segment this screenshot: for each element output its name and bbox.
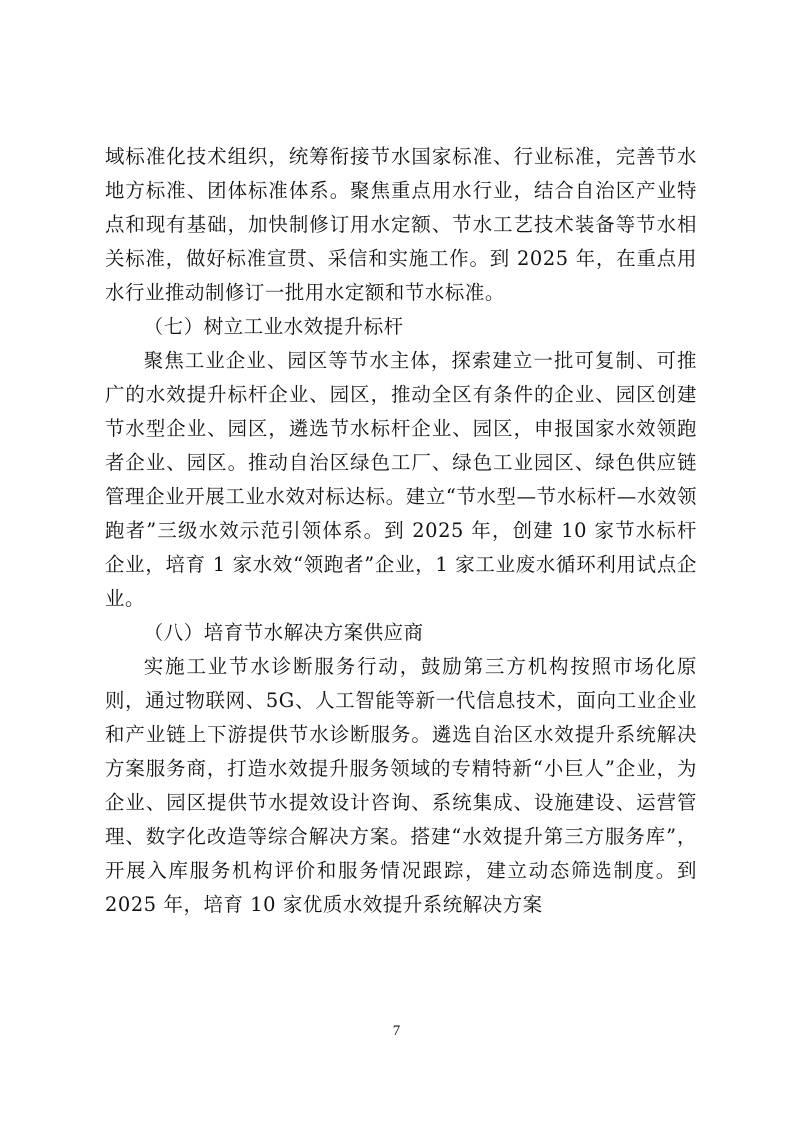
paragraph-section-7: 聚焦工业企业、园区等节水主体，探索建立一批可复制、可推广的水效提升标杆企业、园区，推动全区有条件的企业、园区创建节水型企业、园区，遴选节水标杆企业、园区，申报国家水效领跑者企业、园区。推动自治区绿色工厂、绿色工业园区、绿色供应链管理企业开展工业水效对标达标。建立“节水型—节水标杆—水效领跑者”三级水效示范引领体系。到 2025 年，创建 10 家节水标杆企业，培育 1 家水效“领跑者”企业，1 家工业废水循环利用试点企业。 <box>105 349 697 610</box>
body-text <box>105 140 697 922</box>
section-heading-8: （八）培育节水解决方案供应商 <box>143 621 424 644</box>
paragraph-continued: 域标准化技术组织，统筹衔接节水国家标准、行业标准，完善节水地方标准、团体标准体系。聚焦重点用水行业，结合自治区产业特点和现有基础，加快制修订用水定额、节水工艺技术装备等节水相关标准，做好标准宣贯、采信和实施工作。到 2025 年，在重点用水行业推动制修订一批用水定额和节水标准。 <box>105 145 697 304</box>
paragraph-section-8: 实施工业节水诊断服务行动，鼓励第三方机构按照市场化原则，通过物联网、5G、人工智能等新一代信息技术，面向工业企业和产业链上下游提供节水诊断服务。遴选自治区水效提升系统解决方案服务商，打造水效提升服务领域的专精特新“小巨人”企业，为企业、园区提供节水提效设计咨询、系统集成、设施建设、运营管理、数字化改造等综合解决方案。搭建“水效提升第三方服务库”，开展入库服务机构评价和服务情况跟踪，建立动态筛选制度。到 2025 年，培育 10 家优质水效提升系统解决方案 <box>105 655 697 916</box>
section-heading-7: （七）树立工业水效提升标杆 <box>143 315 404 338</box>
page-number: 7 <box>392 1023 401 1039</box>
